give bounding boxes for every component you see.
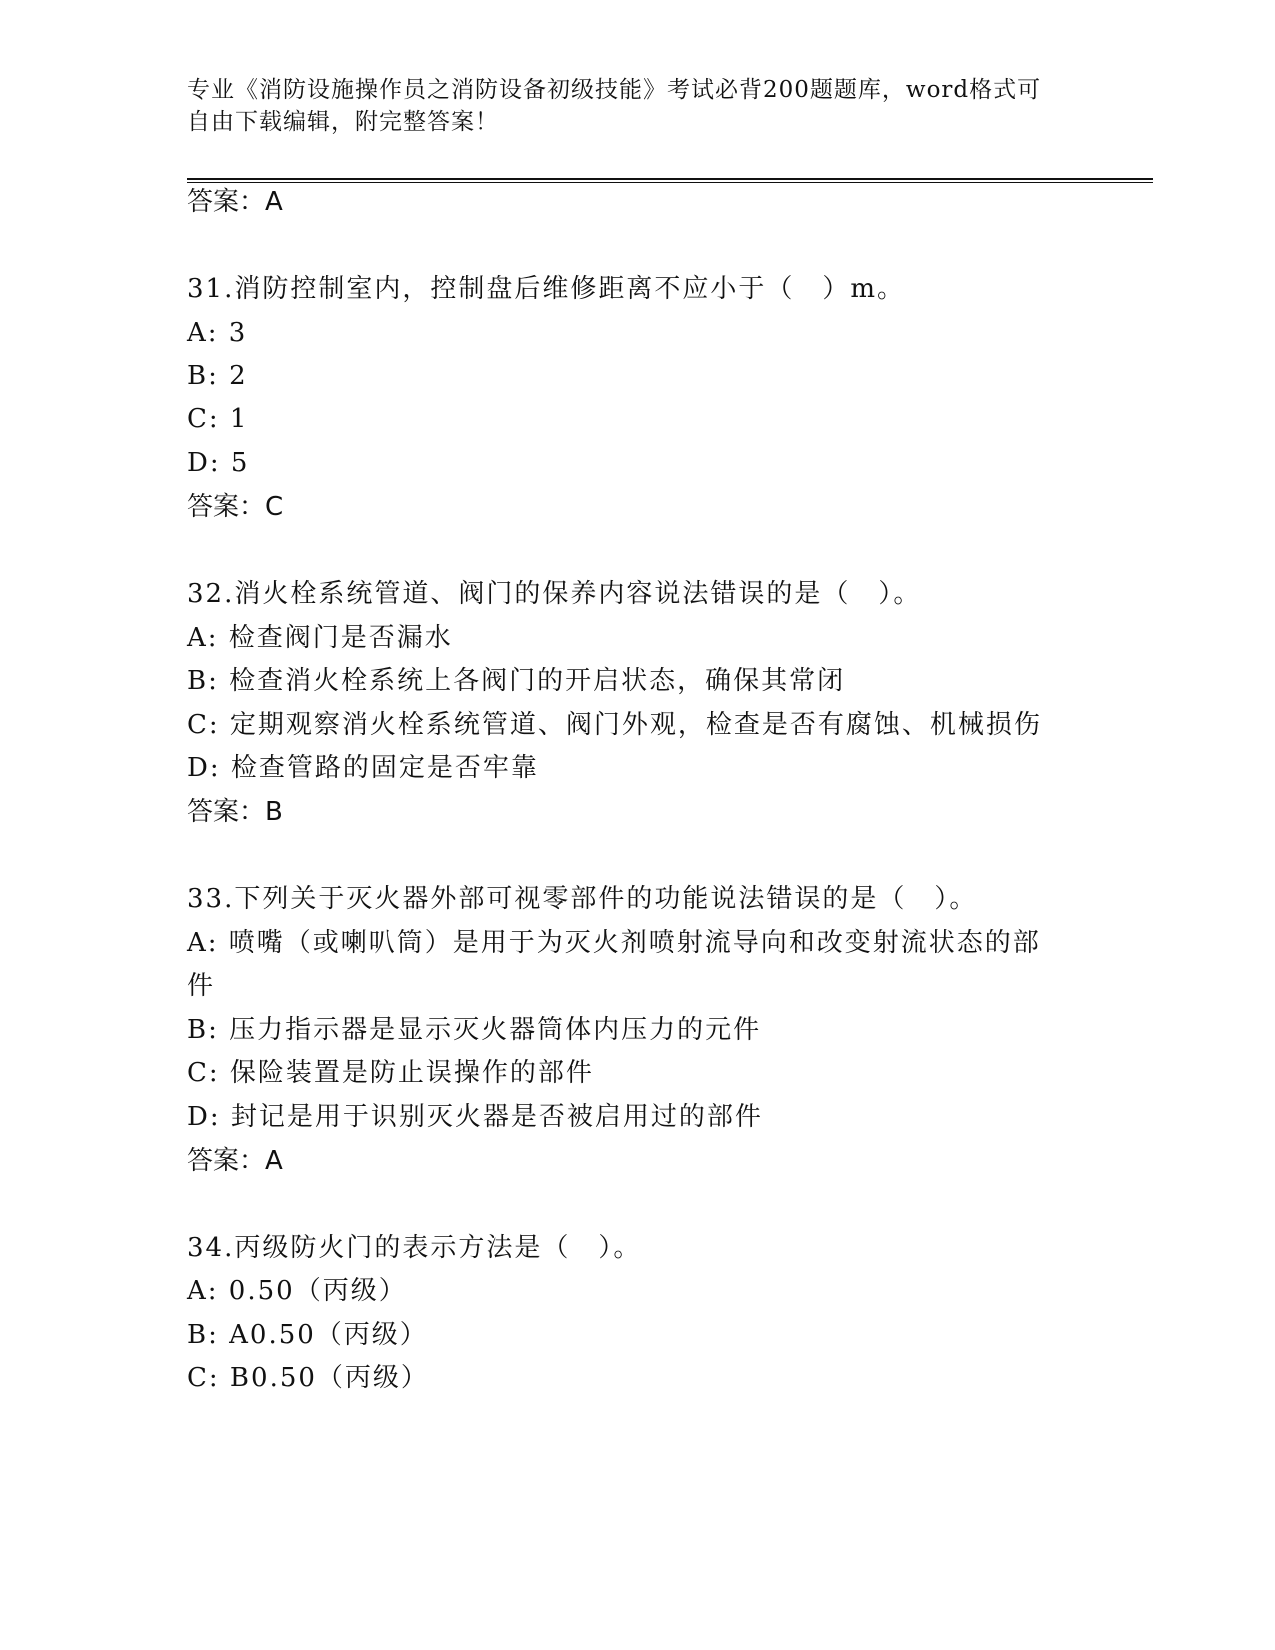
question-32-stem: 32.消火栓系统管道、阀门的保养内容说法错误的是（ ）。	[187, 579, 922, 609]
question-33-stem: 33.下列关于灭火器外部可视零部件的功能说法错误的是（ ）。	[187, 884, 978, 914]
question-32-option-c: C: 定期观察消火栓系统管道、阀门外观，检查是否有腐蚀、机械损伤	[187, 710, 1042, 740]
question-33-option-d: D: 封记是用于识别灭火器是否被启用过的部件	[187, 1102, 763, 1132]
header-line-2: 自由下载编辑，附完整答案！	[187, 109, 499, 135]
header-divider	[187, 178, 1153, 183]
question-33-answer: 答案：A	[187, 1146, 283, 1176]
question-32-option-b: B: 检查消火栓系统上各阀门的开启状态，确保其常闭	[187, 666, 846, 696]
question-34-option-a: A: 0.50（丙级）	[187, 1276, 407, 1306]
question-32-option-a: A: 检查阀门是否漏水	[187, 623, 453, 653]
question-33-option-a-continued: 件	[187, 971, 216, 1001]
question-31-option-d: D: 5	[187, 448, 250, 478]
question-34-option-c: C: B0.50（丙级）	[187, 1363, 429, 1393]
question-33-option-b: B: 压力指示器是显示灭火器筒体内压力的元件	[187, 1015, 762, 1045]
question-31-option-a: A: 3	[187, 318, 248, 348]
question-32-answer: 答案：B	[187, 797, 283, 827]
question-34-stem: 34.丙级防火门的表示方法是（ ）。	[187, 1233, 642, 1263]
question-31-option-c: C: 1	[187, 404, 249, 434]
question-34-option-b: B: A0.50（丙级）	[187, 1320, 428, 1350]
question-33-option-c: C: 保险装置是防止误操作的部件	[187, 1058, 594, 1088]
header-line-1: 专业《消防设施操作员之消防设备初级技能》考试必背200题题库，word格式可	[187, 77, 1042, 103]
answer-line: 答案：A	[187, 187, 283, 217]
question-32-option-d: D: 检查管路的固定是否牢靠	[187, 753, 539, 783]
question-31-answer: 答案：C	[187, 492, 284, 522]
page-header	[187, 74, 1067, 138]
question-31-stem: 31.消防控制室内，控制盘后维修距离不应小于（ ）m。	[187, 274, 906, 304]
question-31-option-b: B: 2	[187, 361, 248, 391]
question-33-option-a: A: 喷嘴（或喇叭筒）是用于为灭火剂喷射流导向和改变射流状态的部	[187, 928, 1041, 958]
